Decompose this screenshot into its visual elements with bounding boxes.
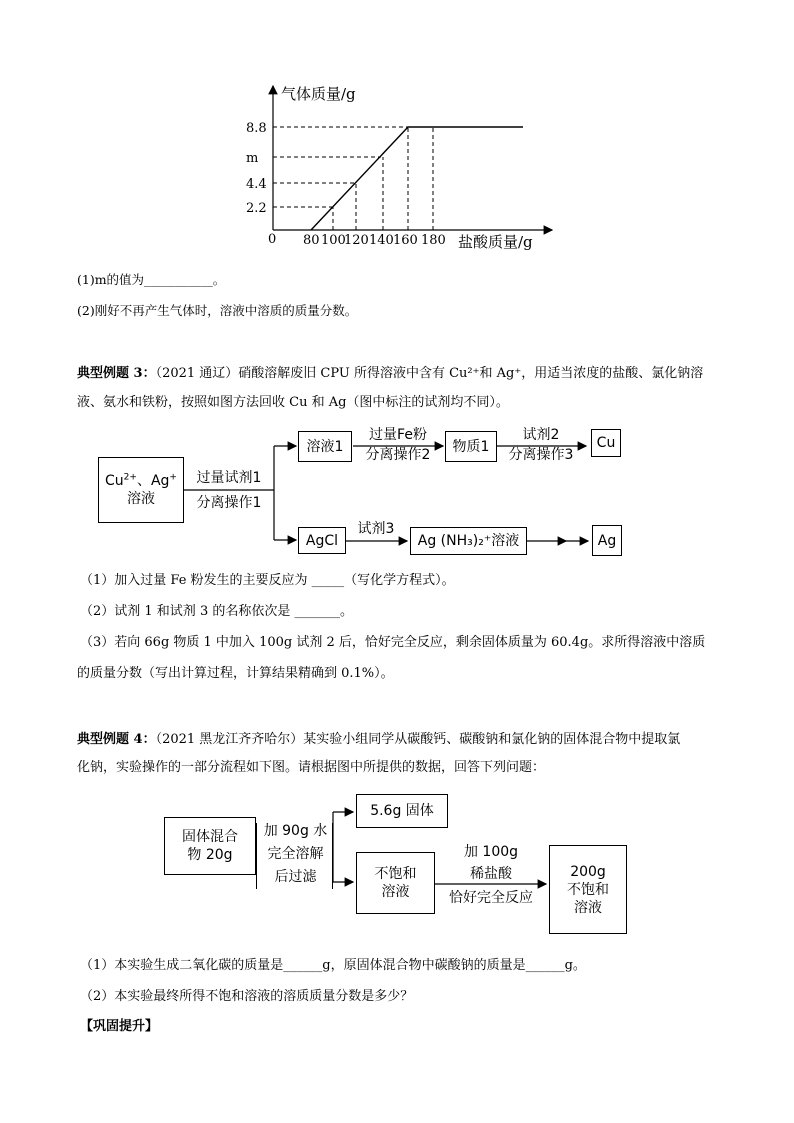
y-tick-label: 4.4: [246, 177, 267, 192]
example4-intro-1: （2021 黑龙江齐齐哈尔）某实验小组同学从碳酸钙、碳酸钠和氯化钠的固体混合物中提取氯: [155, 732, 681, 747]
question-m-value: (1)m的值为___________。: [77, 272, 226, 287]
x-tick-label: 140: [369, 233, 394, 248]
y-tick-label: m: [246, 151, 259, 166]
example4-intro-2: 化钠，实验操作的一部分流程如下图。请根据图中所提供的数据，回答下列问题：: [77, 760, 546, 775]
example3-question3-line2: 的质量分数（写出计算过程，计算结果精确到 0.1%）。: [77, 666, 394, 681]
x-tick-label: 80: [303, 233, 320, 248]
acid-step-line1: 加 100g: [463, 844, 519, 860]
dissolve-step-line2: 完全溶解: [267, 846, 324, 862]
x-axis-label: 盐酸质量/g: [458, 233, 533, 251]
y-tick-label: 8.8: [246, 121, 267, 136]
example3-question3-line1: （3）若向 66g 物质 1 中加入 100g 试剂 2 后，恰好完全反应，剩余固体质量为 60.4g。求所得溶液中溶质: [80, 635, 706, 650]
y-axis-label: 气体质量/g: [281, 85, 356, 103]
example3-intro-1: （2021 通辽）硝酸溶解废旧 CPU 所得溶液中含有 Cu²⁺和 Ag⁺，用适当浓度的盐酸、氯化钠溶: [155, 366, 704, 381]
x-tick-label: 180: [421, 233, 446, 248]
dissolve-step-line1: 加 90g 水: [263, 823, 328, 839]
start-solution-label: 溶液: [127, 491, 155, 507]
solution1-box: 溶液1: [298, 431, 352, 462]
dissolve-step: [256, 823, 333, 889]
consolidate-heading: 【巩固提升】: [80, 1019, 159, 1034]
final-solution-box: [549, 845, 627, 934]
x-tick-label: 120: [344, 233, 369, 248]
solid-mixture-box: [164, 817, 256, 875]
example3-question2: （2）试剂 1 和试剂 3 的名称依次是 _______。: [80, 604, 353, 619]
solid-residue-box: 5.6g 固体: [356, 794, 448, 828]
final-solution-line3: 溶液: [574, 899, 602, 916]
y-tick-label: 2.2: [246, 201, 267, 216]
solid-mixture-line1: 固体混合: [182, 829, 238, 845]
final-solution-line2: 不饱和: [567, 881, 609, 898]
final-solution-line1: 200g: [570, 863, 606, 880]
edge3-bottom-label: 分离操作3: [508, 447, 574, 463]
unsaturated-solution-box: [356, 852, 435, 914]
edge3-top-label: 试剂2: [522, 427, 560, 443]
example4-question1: （1）本实验生成二氧化碳的质量是______g，原固体混合物中碳酸钠的质量是______g。: [80, 958, 586, 973]
origin-label: 0: [268, 232, 277, 247]
example3-intro-2: 液、氨水和铁粉，按照如图方法回收 Cu 和 Ag（图中标注的试剂均不同）。: [77, 395, 509, 410]
x-tick-label: 100: [321, 233, 346, 248]
cu-product-box: Cu: [591, 429, 621, 457]
solid-mixture-line2: 物 20g: [187, 847, 233, 863]
dissolve-step-line3: 后过滤: [274, 869, 317, 885]
unsaturated-solution-line2: 溶液: [381, 884, 410, 900]
x-tick-label: 160: [393, 233, 418, 248]
example3-question1: （1）加入过量 Fe 粉发生的主要反应为 _____（写化学方程式）。: [80, 573, 455, 588]
edge1-bottom-label: 分离操作1: [196, 495, 262, 511]
acid-step-line2: 稀盐酸: [470, 866, 512, 882]
substance1-box: 物质1: [445, 431, 497, 462]
unsaturated-solution-line1: 不饱和: [374, 866, 417, 882]
cu-ag-ions: $Cu^{2+}$、Ag+: [105, 472, 177, 489]
question-mass-fraction: (2)刚好不再产生气体时，溶液中溶质的质量分数。: [77, 303, 358, 318]
agcl-box: AgCl: [298, 527, 346, 554]
silver-ammonia-box: Ag (NH₃)₂⁺溶液: [410, 527, 527, 555]
edge4-top-label: 试剂3: [357, 521, 395, 537]
example4-question2: （2）本实验最终所得不饱和溶液的溶质质量分数是多少？: [80, 989, 414, 1004]
edge1-top-label: 过量试剂1: [196, 470, 262, 486]
edge2-bottom-label: 分离操作2: [365, 447, 431, 463]
edge2-top-label: 过量Fe粉: [369, 427, 427, 443]
ag-product-box: Ag: [592, 525, 622, 556]
example3-label: 典型例题 3：: [77, 366, 156, 381]
example4-label: 典型例题 4：: [77, 732, 156, 747]
acid-step-line3: 恰好完全反应: [449, 890, 533, 906]
